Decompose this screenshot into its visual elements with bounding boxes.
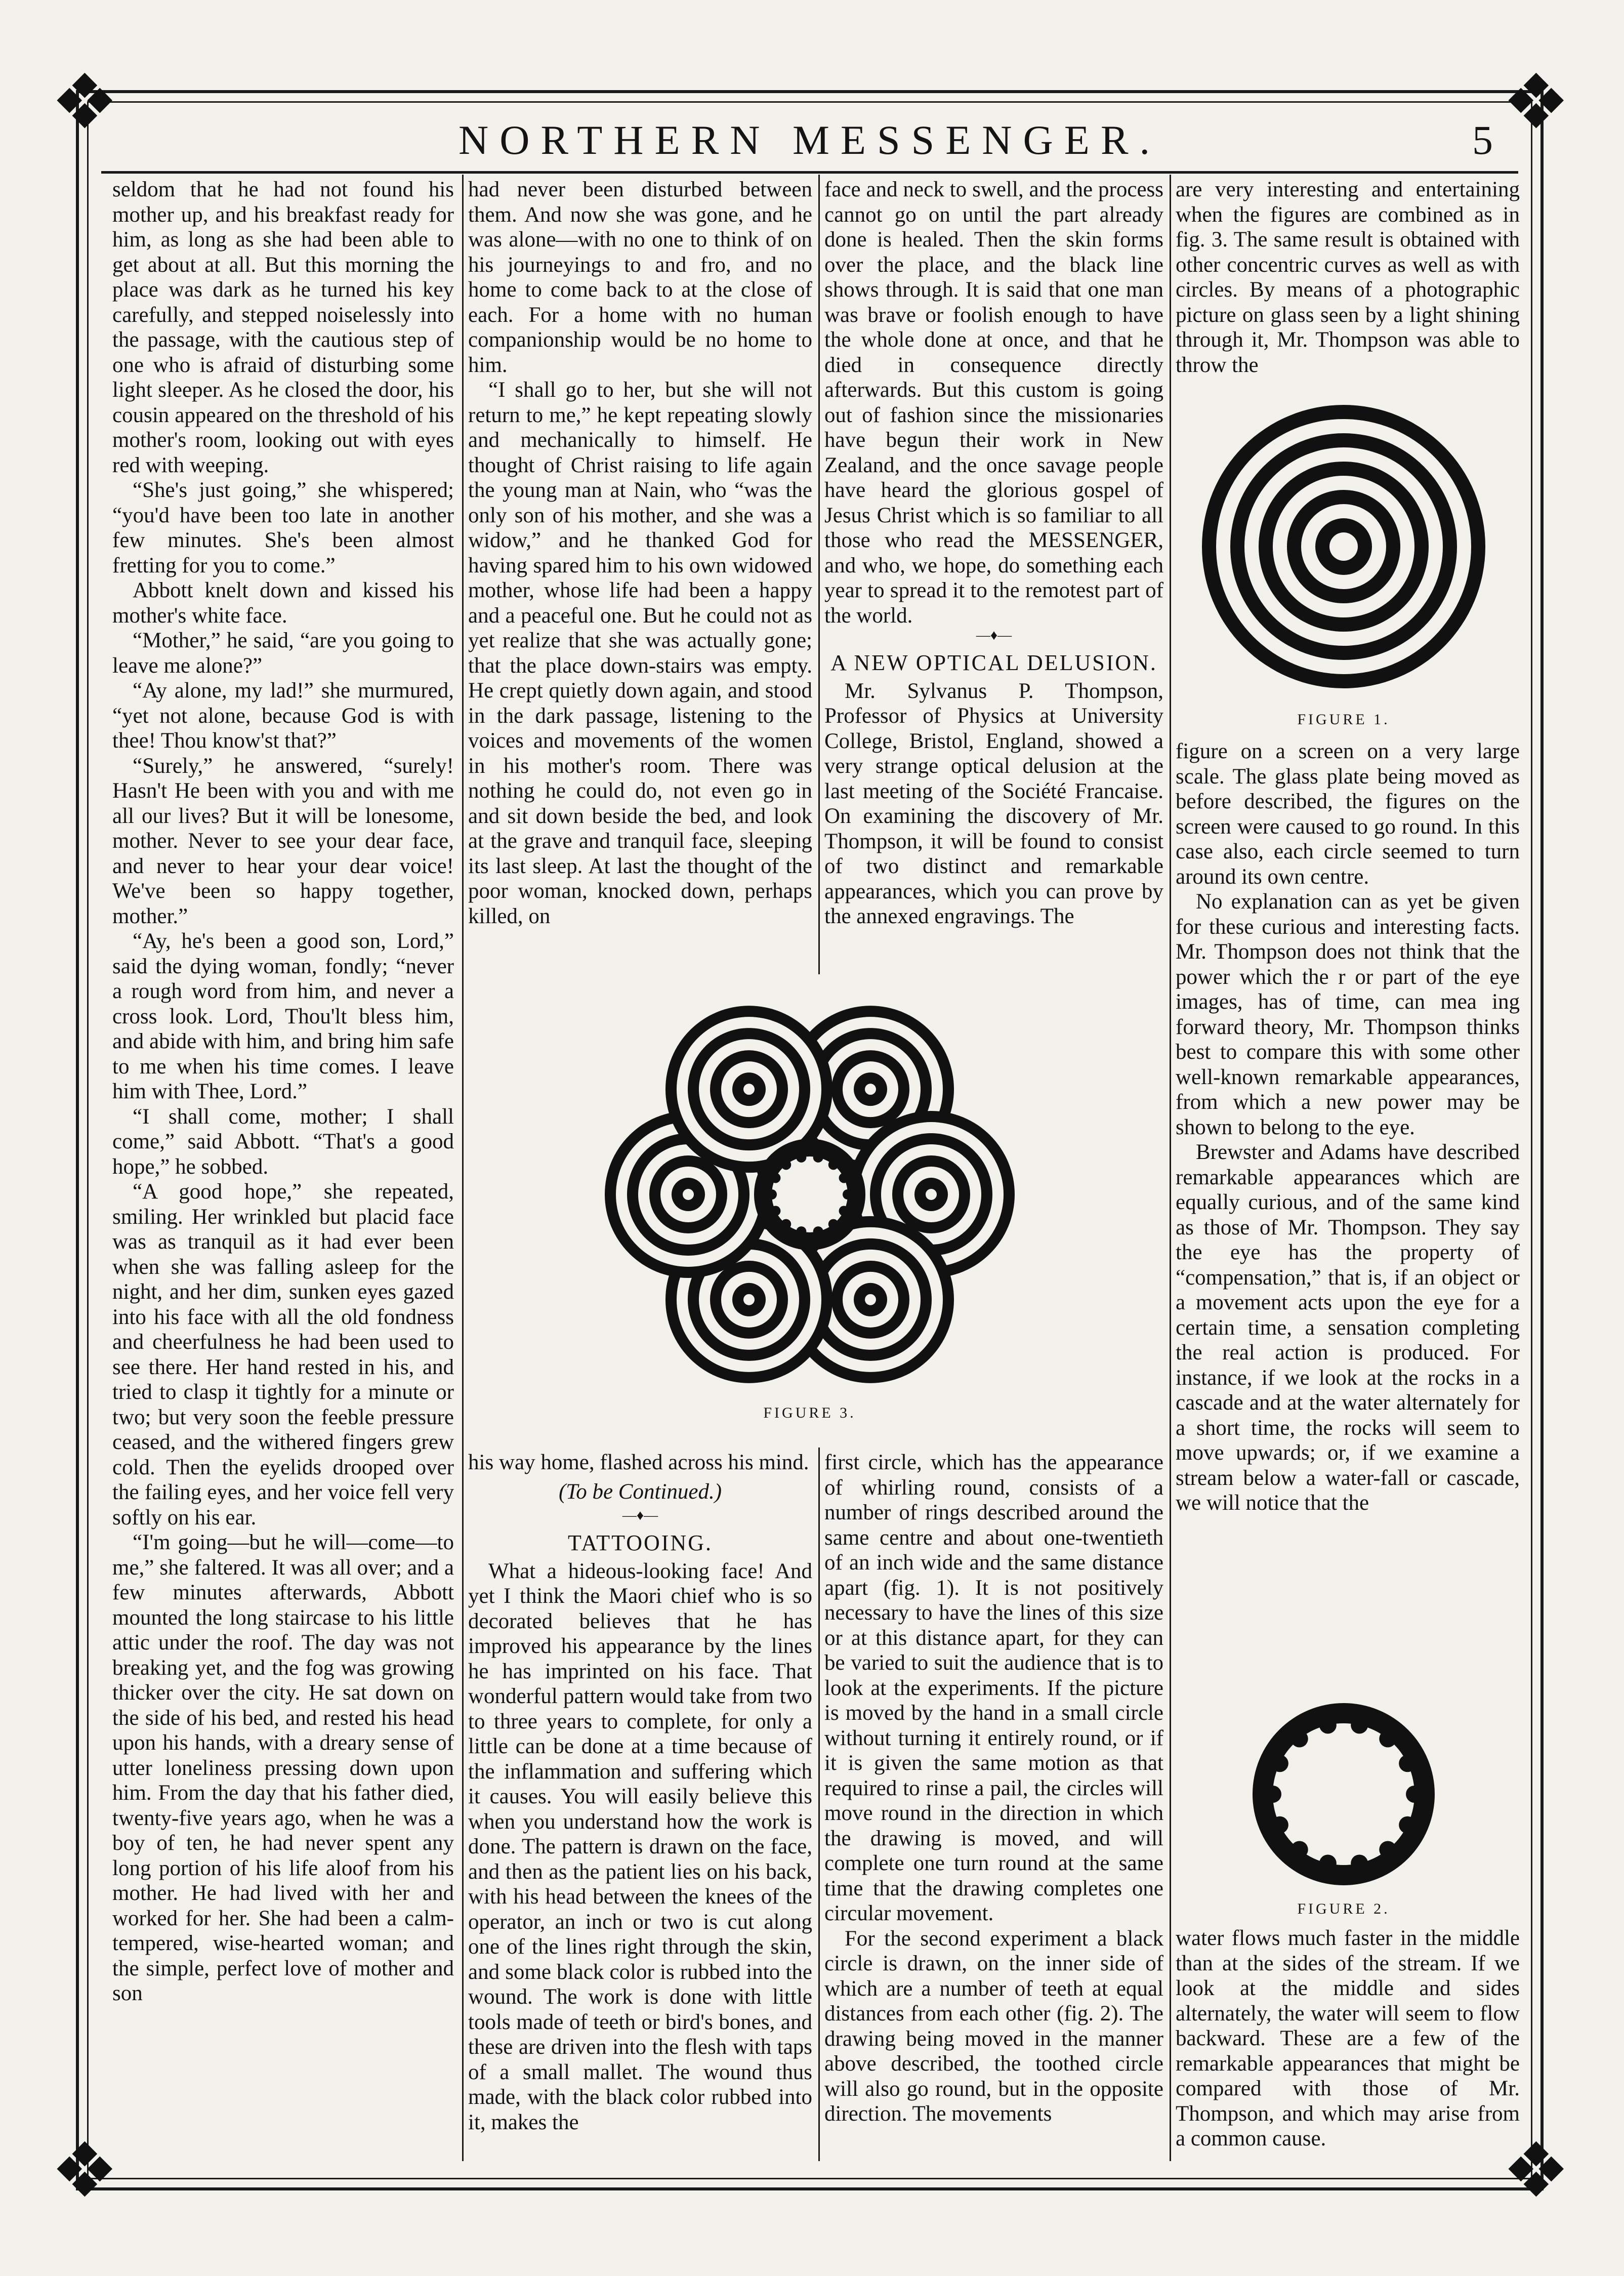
tattooing-heading: TATTOOING.	[568, 1530, 713, 1555]
paragraph: “I shall go to her, but she will not return to me,” he kept repeating slowly and mechanically to himself. He thought of Christ raising to life again the young man at Nain, who “was the only son of his mother, and she was a widow,” and he thanked God for having spared him to his own widowed mother, whose life had been a happy and a peaceful one. But he could not as yet realize that she was actually gone; that the place down-stairs was empty. He crept quietly down again, and stood in the dark passage, listening to the voices and movements of the women in his mother's room. There was nothing he could do, not even go in and sit down beside the bed, and look at the grave and tranquil face, sleeping its last sleep. At last the thought of the poor woman, knocked down, perhaps killed, on	[468, 378, 812, 928]
to-be-continued: (To be Continued.)	[558, 1479, 722, 1504]
column-4-top	[1176, 177, 1520, 390]
column-rule-2	[818, 175, 820, 974]
figure-3-caption: FIGURE 3.	[763, 1404, 856, 1421]
paragraph: Abbott knelt down and kissed his mother's white face.	[112, 578, 454, 628]
column-4-middle	[1176, 739, 1520, 1690]
figure-2-caption: FIGURE 2.	[1297, 1900, 1390, 1917]
paragraph: Mr. Sylvanus P. Thompson, Professor of Physics at University College, Bristol, England, showed a very strange optical delusion at the last meeting of the Société Francaise. On examining the discovery of Mr. Thompson, it will be found to consist of two distinct and remarkable appearances, which you can prove by the annexed engravings. The	[824, 679, 1163, 928]
separator-ornament: —♦—	[622, 1508, 658, 1523]
column-2-upper	[468, 177, 812, 972]
corner-ornament-bottom-right: ❖	[1502, 2129, 1570, 2213]
paragraph: “I'm going—but he will—come—to me,” she faltered. It was all over; and a few minutes afterwards, Abbott mounted the long staircase to his little attic under the roof. The day was not breaking yet, and the fog was growing thicker over the city. He sat down on the side of his bed, and rested his head upon his hands, with a dreary sense of utter loneliness pressing down upon him. From the day that his father died, twenty-five years ago, when he was a boy of ten, he had never spent any long portion of his life aloof from his mother. He had lived with her and worked for her. She had been a calm-tempered, wise-hearted woman; and the simple, perfect love of mother and son	[112, 1530, 454, 2005]
paragraph: What a hideous-looking face! And yet I think the Maori chief who is so decorated believes that he has improved his appearance by the lines he has imprinted on his face. That wonderful pattern would take from two to three years to complete, for only a little can be done at a time because of the inflammation and suffering which it causes. You will easily believe this when you understand how the work is done. The pattern is drawn on the face, and then as the patient lies on his back, with his head between the knees of the operator, an inch or two is cut along one of the lines right through the skin, and some black color is rubbed into the wound. The work is done with little tools made of teeth or bird's bones, and these are driven into the flesh with taps of a small mallet. The wound thus made, with the black color rubbed into it, makes the	[468, 1559, 812, 2134]
paragraph: seldom that he had not found his mother up, and his breakfast ready for him, as long as she had been able to get about at all. But this morning the place was dark as he turned his key carefully, and stepped noiselessly into the passage, with the cautious step of one who is afraid of disturbing some light sleeper. As he closed the door, his cousin appeared on the threshold of his mother's room, looking out with eyes red with weeping.	[112, 178, 454, 477]
column-4-bottom	[1176, 1926, 1520, 2161]
masthead: NORTHERN MESSENGER.	[458, 117, 1161, 163]
corner-ornament-top-left: ❖	[51, 61, 119, 145]
paragraph: “She's just going,” she whispered; “you'd have been too late in another few minutes. She's been almost fretting for you to come.”	[112, 478, 454, 577]
column-rule-1	[462, 175, 464, 2161]
paragraph: No explanation can as yet be given for these curious and interesting facts. Mr. Thompson does not think that the power which the r or part of the eye images, has of time, can mea ing forward theory, Mr. Thompson thinks best to compare this with some other well-known remarkable appearances, from which a new power may be shown to belong to the eye.	[1176, 890, 1520, 1139]
paragraph: water flows much faster in the middle than at the sides of the stream. If we look at the middle and sides alternately, the water will seem to flow backward. These are a few of the remarkable appearances that might be compared with those of Mr. Thompson, and which may arise from a common cause.	[1176, 1926, 1520, 2150]
column-3-lower	[824, 1450, 1163, 2159]
column-rule-2b	[818, 1447, 820, 2161]
paragraph: “Surely,” he answered, “surely! Hasn't He been with you and with me all our lives? But it will be lonesome, mother. Never to see your dear face, and never to hear your dear voice! We've been so happy together, mother.”	[112, 754, 454, 928]
fig2-toothed-circle	[1253, 1703, 1435, 1885]
fig1-rings	[1202, 405, 1485, 688]
paragraph: figure on a screen on a very large scale. The glass plate being moved as before described, the figures on the screen were caused to go round. In this case also, each circle seemed to turn around its own centre.	[1176, 739, 1520, 889]
paragraph: “A good hope,” she repeated, smiling. Her wrinkled but placid face was as tranquil as it had ever been when she was falling asleep for the night, and her dim, sunken eyes gazed into his face with all the old fondness and cheerfulness he had been used to see there. Her hand rested in his, and tried to clasp it tightly for a minute or two; but very soon the feeble pressure ceased, and the withered fingers grew cold. Then the eyelids drooped over the failing eyes, and her voice fell very softly on his ear.	[112, 1180, 454, 1529]
paragraph: are very interesting and entertaining when the figures are combined as in fig. 3. The same result is obtained with other concentric curves as well as with circles. By means of a photographic picture on glass seen by a light shining through it, Mr. Thompson was able to throw the	[1176, 178, 1520, 377]
paragraph: his way home, flashed across his mind.	[468, 1451, 809, 1474]
separator-ornament: —♦—	[976, 628, 1012, 643]
figure-1-caption: FIGURE 1.	[1297, 711, 1390, 728]
column-2-lower	[468, 1450, 812, 2159]
column-1	[112, 177, 454, 2161]
paragraph: For the second experiment a black circle is drawn, on the inner side of which are a number of teeth at equal distances from each other (fig. 2). The drawing being moved in the manner above described, the toothed circle will also go round, but in the opposite direction. The movements	[824, 1926, 1163, 2126]
paragraph: “I shall come, mother; I shall come,” said Abbott. “That's a good hope,” he sobbed.	[112, 1104, 454, 1179]
optical-heading: A NEW OPTICAL DELUSION.	[830, 650, 1157, 675]
paragraph: “Ay alone, my lad!” she murmured, “yet not alone, because God is with thee! Thou know'st that?”	[112, 679, 454, 753]
column-rule-3	[1170, 175, 1171, 2161]
paragraph: face and neck to swell, and the process cannot go on until the part already done is healed. Then the skin forms over the place, and the black line shows through. It is said that one man was brave or foolish enough to have the whole done at once, and that he died in consequence directly afterwards. But this custom is going out of fashion since the missionaries have begun their work in New Zealand, and the once savage people have heard the glorious gospel of Jesus Christ which is so familiar to all those who read the MESSENGER, and who, we hope, do something each year to spread it to the remotest part of the world.	[824, 178, 1163, 628]
corner-ornament-top-right: ❖	[1502, 61, 1570, 145]
column-3-upper	[824, 177, 1163, 972]
paragraph: “Mother,” he said, “are you going to leave me alone?”	[112, 629, 454, 678]
fig3-toothed-centre	[754, 1139, 865, 1250]
paragraph: Brewster and Adams have described remarkable appearances which are equally curious, and of the same kind as those of Mr. Thompson. They say the eye has the property of “compensation,” that is, if an object or a movement acts upon the eye for a certain time, a sensation completing the real action is produced. For instance, if we look at the rocks in a cascade and at the water alternately for a short time, the rocks will seem to move upwards; or, if we examine a stream below a water-fall or cascade, we will notice that the	[1176, 1140, 1520, 1515]
corner-ornament-bottom-left: ❖	[51, 2129, 119, 2213]
paragraph: “Ay, he's been a good son, Lord,” said the dying woman, fondly; “never a rough word from him, and never a cross look. Lord, Thou'lt bless him, and abide with him, and bring him safe to me when his time comes. I leave him with Thee, Lord.”	[112, 929, 454, 1103]
figure-2-illustration	[1217, 1698, 1470, 1890]
page-number: 5	[1472, 117, 1493, 163]
page-header	[101, 105, 1518, 174]
figure-1-illustration	[1197, 400, 1490, 693]
paragraph: had never been disturbed between them. And now she was gone, and he was alone—with no one to think of on his journeyings to and fro, and no home to come back to at the close of each. For a home with no human companionship would be no home to him.	[468, 178, 812, 377]
figure-3-illustration	[597, 992, 1022, 1397]
paragraph: first circle, which has the appearance of whirling round, consists of a number of rings described around the same centre and about one-twentieth of an inch wide and the same distance apart (fig. 1). It is not positively necessary to have the lines of this size or at this distance apart, for they can be varied to suit the audience that is to look at the experiments. If the picture is moved by the hand in a small circle without turning it entirely round, or if it is given the same motion as that required to rinse a pail, the circles will move round in the direction in which the drawing is moved, and will complete one turn round at the same time that the drawing completes one circular movement.	[824, 1451, 1163, 1925]
